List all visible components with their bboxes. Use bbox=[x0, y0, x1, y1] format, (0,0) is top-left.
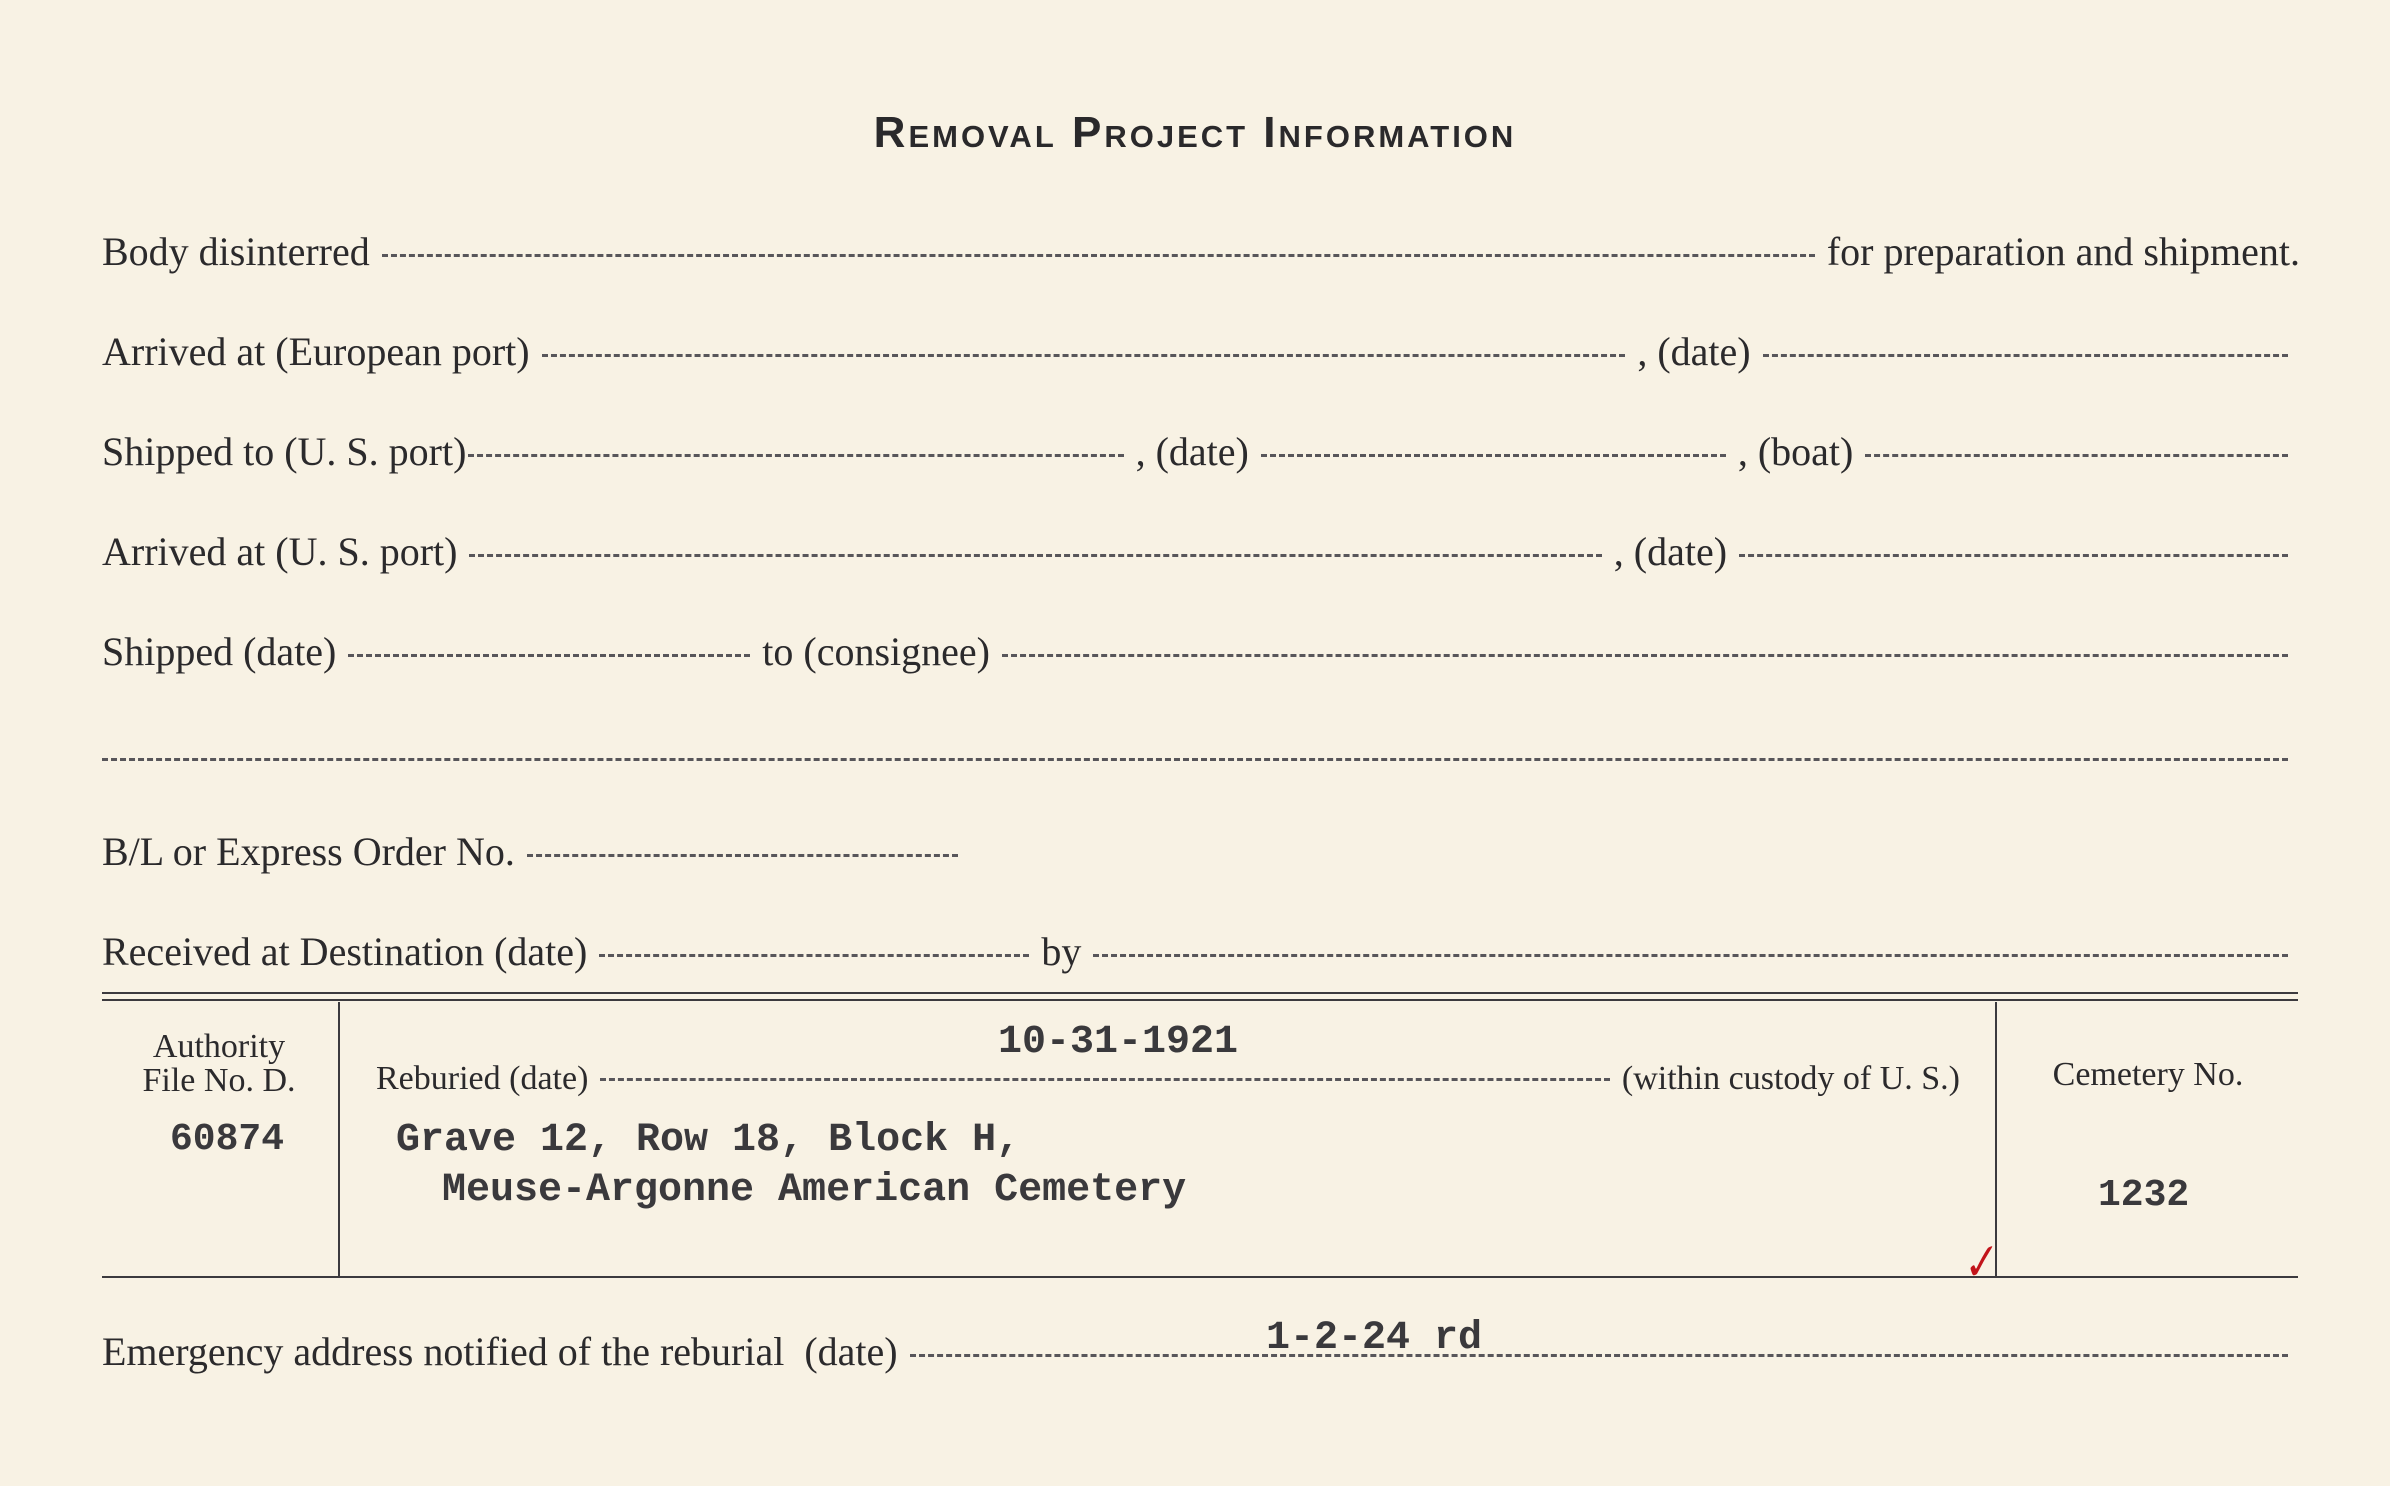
grave-line-1: Grave 12, Row 18, Block H, bbox=[396, 1118, 1021, 1163]
shipped-us-label: Shipped to (U. S. port) bbox=[102, 429, 467, 474]
european-date-field bbox=[1763, 354, 2288, 357]
custody-label: (within custody of U. S.) bbox=[1621, 1060, 1960, 1097]
received-by-label: by bbox=[1041, 929, 1082, 974]
reburied-date-value: 10-31-1921 bbox=[998, 1020, 1239, 1065]
emergency-date-value: 1-2-24 rd bbox=[1266, 1316, 1483, 1361]
row-arrived-european bbox=[102, 328, 2300, 375]
shipped-date-field bbox=[1261, 454, 1726, 457]
row-consignee-continued bbox=[102, 728, 2300, 731]
row-bl bbox=[102, 828, 970, 875]
shipped-boat-label: , (boat) bbox=[1737, 429, 1854, 474]
consignee-field bbox=[1002, 654, 2288, 657]
bl-field bbox=[527, 854, 958, 857]
check-mark-icon: ✓ bbox=[1954, 1234, 2003, 1293]
row-shipped-us bbox=[102, 428, 2300, 475]
box-top-rule-second bbox=[102, 999, 2298, 1001]
consignee-continued-field bbox=[102, 758, 2288, 761]
row-arrived-us bbox=[102, 528, 2300, 575]
cemetery-number: 1232 bbox=[2098, 1174, 2190, 1217]
reburied-date-field bbox=[600, 1078, 1610, 1081]
row-reburied bbox=[376, 1060, 1960, 1098]
shipped-date-value-field bbox=[348, 654, 750, 657]
shipped-date-label: Shipped (date) bbox=[102, 629, 337, 674]
preparation-shipment-label: for preparation and shipment. bbox=[1826, 229, 2300, 274]
body-disinterred-label: Body disinterred bbox=[102, 229, 370, 274]
arrived-european-label: Arrived at (European port) bbox=[102, 329, 530, 374]
row-received bbox=[102, 928, 2300, 975]
emergency-date-field bbox=[910, 1354, 2288, 1357]
reburied-label: Reburied (date) bbox=[376, 1060, 589, 1097]
row-emergency bbox=[102, 1328, 2300, 1375]
european-port-field bbox=[542, 354, 1626, 357]
bl-label: B/L or Express Order No. bbox=[102, 829, 515, 874]
body-disinterred-field bbox=[382, 254, 1815, 257]
box-left-divider bbox=[338, 1002, 340, 1276]
arrived-us-port-field bbox=[469, 554, 1601, 557]
authority-label: Authority bbox=[152, 1028, 286, 1065]
consignee-label: to (consignee) bbox=[762, 629, 990, 674]
file-no-label: File No. D. bbox=[142, 1062, 296, 1099]
received-by-field bbox=[1093, 954, 2288, 957]
grave-line-2: Meuse-Argonne American Cemetery bbox=[442, 1168, 1187, 1213]
row-body-disinterred bbox=[102, 228, 2300, 275]
arrived-us-date-field bbox=[1739, 554, 2288, 557]
received-label: Received at Destination (date) bbox=[102, 929, 588, 974]
row-shipped-consignee bbox=[102, 628, 2300, 675]
us-port-field bbox=[468, 454, 1123, 457]
shipped-us-date-label: , (date) bbox=[1135, 429, 1249, 474]
form-title: Removal Project Information bbox=[873, 108, 1517, 157]
box-right-divider bbox=[1995, 1002, 1997, 1276]
arrived-us-date-label: , (date) bbox=[1613, 529, 1728, 574]
authority-block bbox=[102, 1030, 336, 1098]
box-top-rule bbox=[102, 992, 2298, 994]
arrived-european-date-label: , (date) bbox=[1637, 329, 1751, 374]
received-date-field bbox=[599, 954, 1029, 957]
file-number: 60874 bbox=[170, 1118, 285, 1161]
arrived-us-label: Arrived at (U. S. port) bbox=[102, 529, 458, 574]
emergency-label: Emergency address notified of the reburial (date) bbox=[102, 1329, 898, 1374]
cemetery-no-label: Cemetery No. bbox=[2052, 1056, 2244, 1093]
boat-field bbox=[1865, 454, 2288, 457]
